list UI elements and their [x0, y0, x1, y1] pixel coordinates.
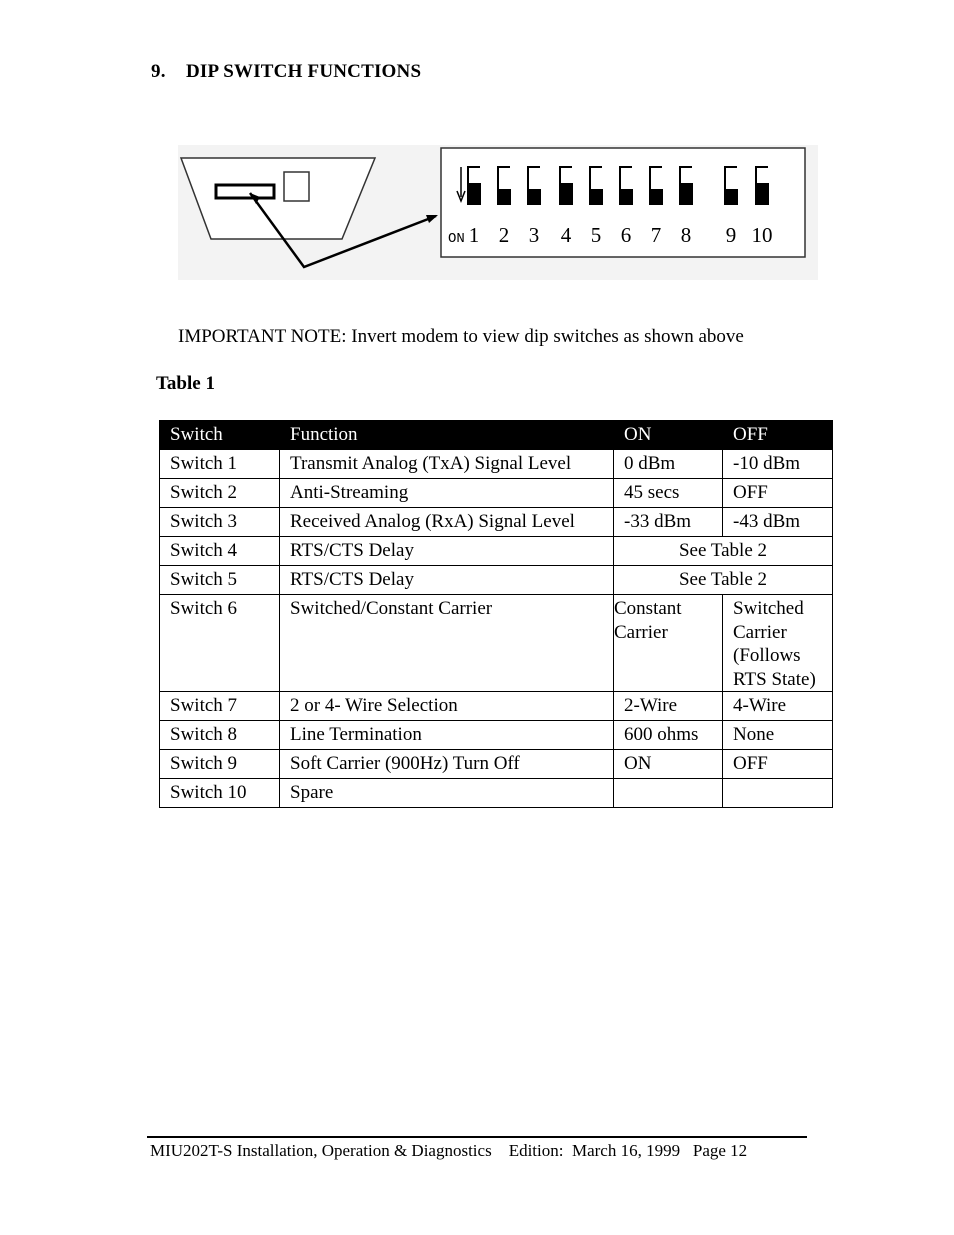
table-row: [160, 595, 833, 692]
connector-window: [284, 172, 309, 201]
table-row: [160, 450, 833, 479]
cell-switch: Switch 5: [160, 566, 280, 595]
on-label: ON: [448, 231, 465, 247]
switch-number-label: 5: [590, 223, 602, 247]
cell-on: ON: [614, 750, 723, 779]
table-row: [160, 566, 833, 595]
table-header-row: [160, 421, 833, 450]
table-row: [160, 508, 833, 537]
cell-switch: Switch 4: [160, 537, 280, 566]
footer-edition: Edition: March 16, 1999: [508, 1141, 681, 1160]
cell-function: RTS/CTS Delay: [280, 566, 614, 595]
cell-switch: Switch 6: [160, 595, 280, 692]
switch-number-label: 2: [498, 223, 510, 247]
cell-on: Constant Carrier: [614, 595, 723, 692]
table-caption: Table 1: [156, 373, 215, 394]
header-off: OFF: [723, 421, 833, 450]
cell-switch: Switch 7: [160, 692, 280, 721]
important-note: IMPORTANT NOTE: Invert modem to view dip switches as shown above: [178, 326, 744, 347]
cell-switch: Switch 1: [160, 450, 280, 479]
table-row: [160, 479, 833, 508]
cell-function: RTS/CTS Delay: [280, 537, 614, 566]
table-row: [160, 692, 833, 721]
cell-function: Spare: [280, 779, 614, 808]
cell-switch: Switch 3: [160, 508, 280, 537]
switch-number-label: 4: [560, 223, 572, 247]
switch-number-label: 1: [468, 223, 480, 247]
switch-number-label: 9: [725, 223, 737, 247]
cell-function: Transmit Analog (TxA) Signal Level: [280, 450, 614, 479]
header-on: ON: [614, 421, 723, 450]
switch-number-label: 10: [751, 223, 773, 247]
cell-off: 4-Wire: [723, 692, 833, 721]
dip-switch-figure: [178, 145, 818, 280]
cell-on: 600 ohms: [614, 721, 723, 750]
cell-switch: Switch 2: [160, 479, 280, 508]
cell-off: -10 dBm: [723, 450, 833, 479]
dip-bank-slot: [216, 185, 274, 198]
table-row: [160, 721, 833, 750]
section-number: 9.: [151, 61, 166, 82]
cell-on-off-merged: See Table 2: [614, 566, 833, 595]
dip-switch-table: [159, 420, 833, 808]
cell-on: -33 dBm: [614, 508, 723, 537]
cell-off: None: [723, 721, 833, 750]
cell-on: 0 dBm: [614, 450, 723, 479]
table-row: [160, 750, 833, 779]
header-switch: Switch: [160, 421, 280, 450]
cell-function: 2 or 4- Wire Selection: [280, 692, 614, 721]
cell-off: [723, 779, 833, 808]
cell-on-off-merged: See Table 2: [614, 537, 833, 566]
switch-number-label: 3: [528, 223, 540, 247]
cell-off: OFF: [723, 479, 833, 508]
table-row: [160, 779, 833, 808]
cell-on: 45 secs: [614, 479, 723, 508]
switch-number-label: 6: [620, 223, 632, 247]
switch-number-label: 7: [650, 223, 662, 247]
cell-function: Line Termination: [280, 721, 614, 750]
cell-function: Switched/Constant Carrier: [280, 595, 614, 692]
cell-off: Switched Carrier (Follows RTS State): [723, 595, 833, 692]
connector-outline: [181, 158, 375, 239]
footer-document-title: MIU202T-S Installation, Operation & Diagnostics: [150, 1141, 492, 1160]
section-heading: [151, 61, 421, 83]
cell-off: -43 dBm: [723, 508, 833, 537]
page-footer: [150, 1141, 747, 1161]
cell-function: Anti-Streaming: [280, 479, 614, 508]
cell-off: OFF: [723, 750, 833, 779]
cell-function: Received Analog (RxA) Signal Level: [280, 508, 614, 537]
section-title: DIP SWITCH FUNCTIONS: [186, 61, 422, 82]
switch-number-label: 8: [680, 223, 692, 247]
cell-function: Soft Carrier (900Hz) Turn Off: [280, 750, 614, 779]
cell-switch: Switch 8: [160, 721, 280, 750]
footer-rule: [147, 1136, 807, 1138]
cell-on: [614, 779, 723, 808]
cell-switch: Switch 9: [160, 750, 280, 779]
table-row: [160, 537, 833, 566]
cell-switch: Switch 10: [160, 779, 280, 808]
header-function: Function: [280, 421, 614, 450]
footer-page-number: Page 12: [692, 1141, 748, 1160]
cell-on: 2-Wire: [614, 692, 723, 721]
